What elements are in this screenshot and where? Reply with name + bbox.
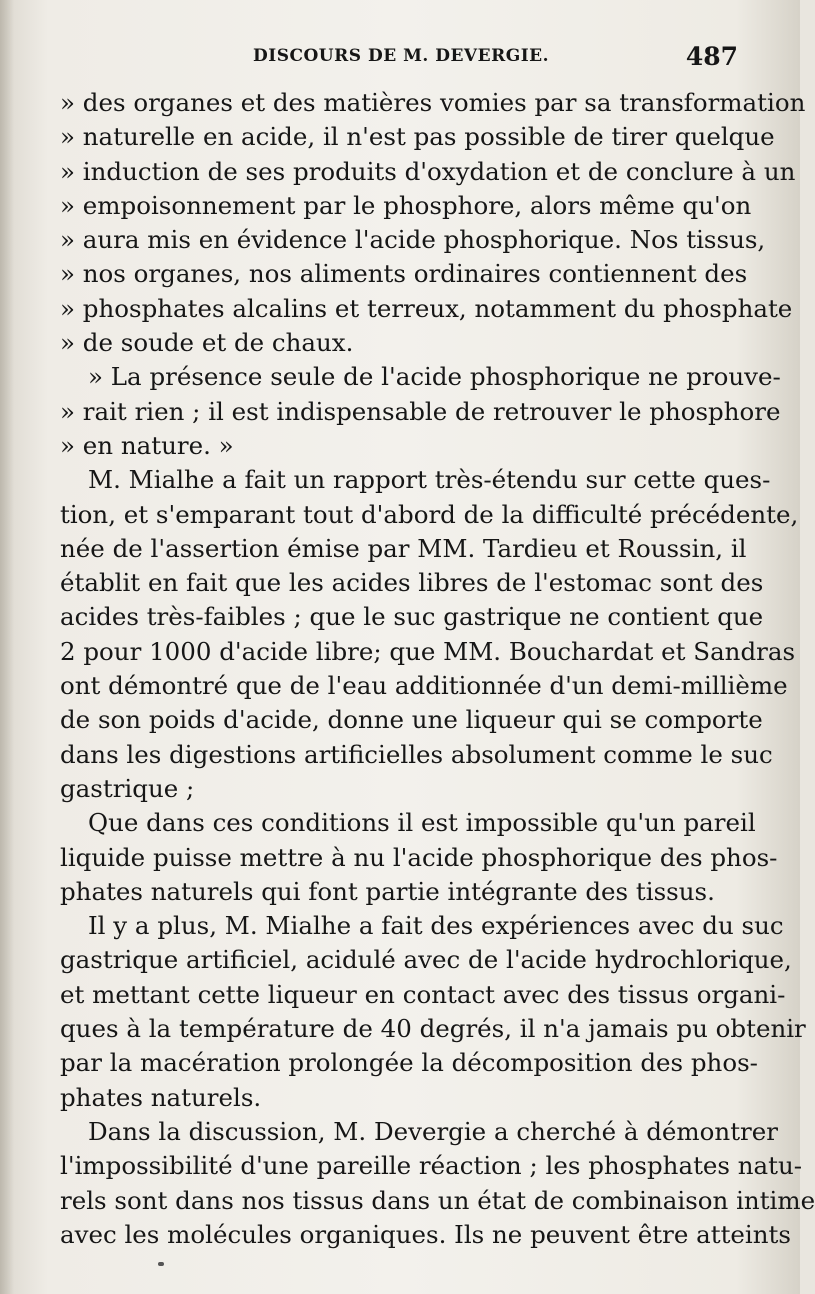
body-text: [60, 86, 815, 1252]
running-title: DISCOURS DE M. DEVERGIE.: [253, 46, 550, 66]
text-line: ques à la température de 40 degrés, il n'a jamais pu obtenir: [60, 1014, 806, 1044]
text-line: ont démontré que de l'eau additionnée d'un demi-millième: [60, 671, 788, 701]
text-line: née de l'assertion émise par MM. Tardieu et Roussin, il: [60, 533, 747, 563]
text-line: » rait rien ; il est indispensable de retrouver le phosphore: [60, 396, 781, 426]
text-line: M. Mialhe a fait un rapport très-étendu sur cette ques-: [88, 465, 771, 495]
text-line: » naturelle en acide, il n'est pas possible de tirer quelque: [60, 122, 775, 152]
running-header: [58, 42, 738, 72]
text-line: phates naturels qui font partie intégrante des tissus.: [60, 876, 715, 906]
text-line: phates naturels.: [60, 1082, 262, 1112]
text-line: dans les digestions artificielles absolument comme le suc: [60, 739, 773, 769]
text-line: gastrique ;: [60, 773, 195, 803]
text-line: acides très-faibles ; que le suc gastrique ne contient que: [60, 602, 764, 632]
text-line: 2 pour 1000 d'acide libre; que MM. Bouchardat et Sandras: [60, 636, 796, 666]
text-line: » induction de ses produits d'oxydation et de conclure à un: [60, 156, 796, 186]
text-line: » La présence seule de l'acide phosphorique ne prouve-: [88, 362, 781, 392]
text-line: » de soude et de chaux.: [60, 328, 354, 358]
text-line: avec les molécules organiques. Ils ne peuvent être atteints: [60, 1219, 791, 1249]
text-line: » empoisonnement par le phosphore, alors même qu'on: [60, 190, 752, 220]
text-line: » des organes et des matières vomies par sa transformation: [60, 88, 806, 117]
text-line: l'impossibilité d'une pareille réaction ; les phosphates natu-: [60, 1151, 803, 1181]
text-line: Dans la discussion, M. Devergie a cherché à démontrer: [88, 1116, 778, 1146]
text-line: établit en fait que les acides libres de l'estomac sont des: [60, 568, 764, 598]
page-number: 487: [685, 42, 738, 71]
text-line: » aura mis en évidence l'acide phosphorique. Nos tissus,: [60, 225, 766, 255]
text-line: Il y a plus, M. Mialhe a fait des expériences avec du suc: [88, 911, 784, 941]
text-line: » nos organes, nos aliments ordinaires contiennent des: [60, 259, 748, 289]
text-line: par la macération prolongée la décomposition des phos-: [60, 1048, 758, 1078]
text-line: Que dans ces conditions il est impossible qu'un pareil: [88, 808, 756, 838]
text-line: » en nature. »: [60, 430, 234, 460]
text-line: rels sont dans nos tissus dans un état de combinaison intime: [60, 1185, 815, 1215]
text-line: tion, et s'emparant tout d'abord de la difficulté précédente,: [60, 499, 799, 529]
ink-speck: [158, 1262, 164, 1266]
text-line: liquide puisse mettre à nu l'acide phosphorique des phos-: [60, 842, 778, 872]
text-line: gastrique artificiel, acidulé avec de l'acide hydrochlorique,: [60, 945, 792, 975]
text-line: de son poids d'acide, donne une liqueur qui se comporte: [60, 705, 763, 735]
text-line: et mettant cette liqueur en contact avec des tissus organi-: [60, 979, 786, 1009]
page-gutter-shadow: [0, 0, 14, 1294]
text-line: » phosphates alcalins et terreux, notamment du phosphate: [60, 293, 793, 323]
